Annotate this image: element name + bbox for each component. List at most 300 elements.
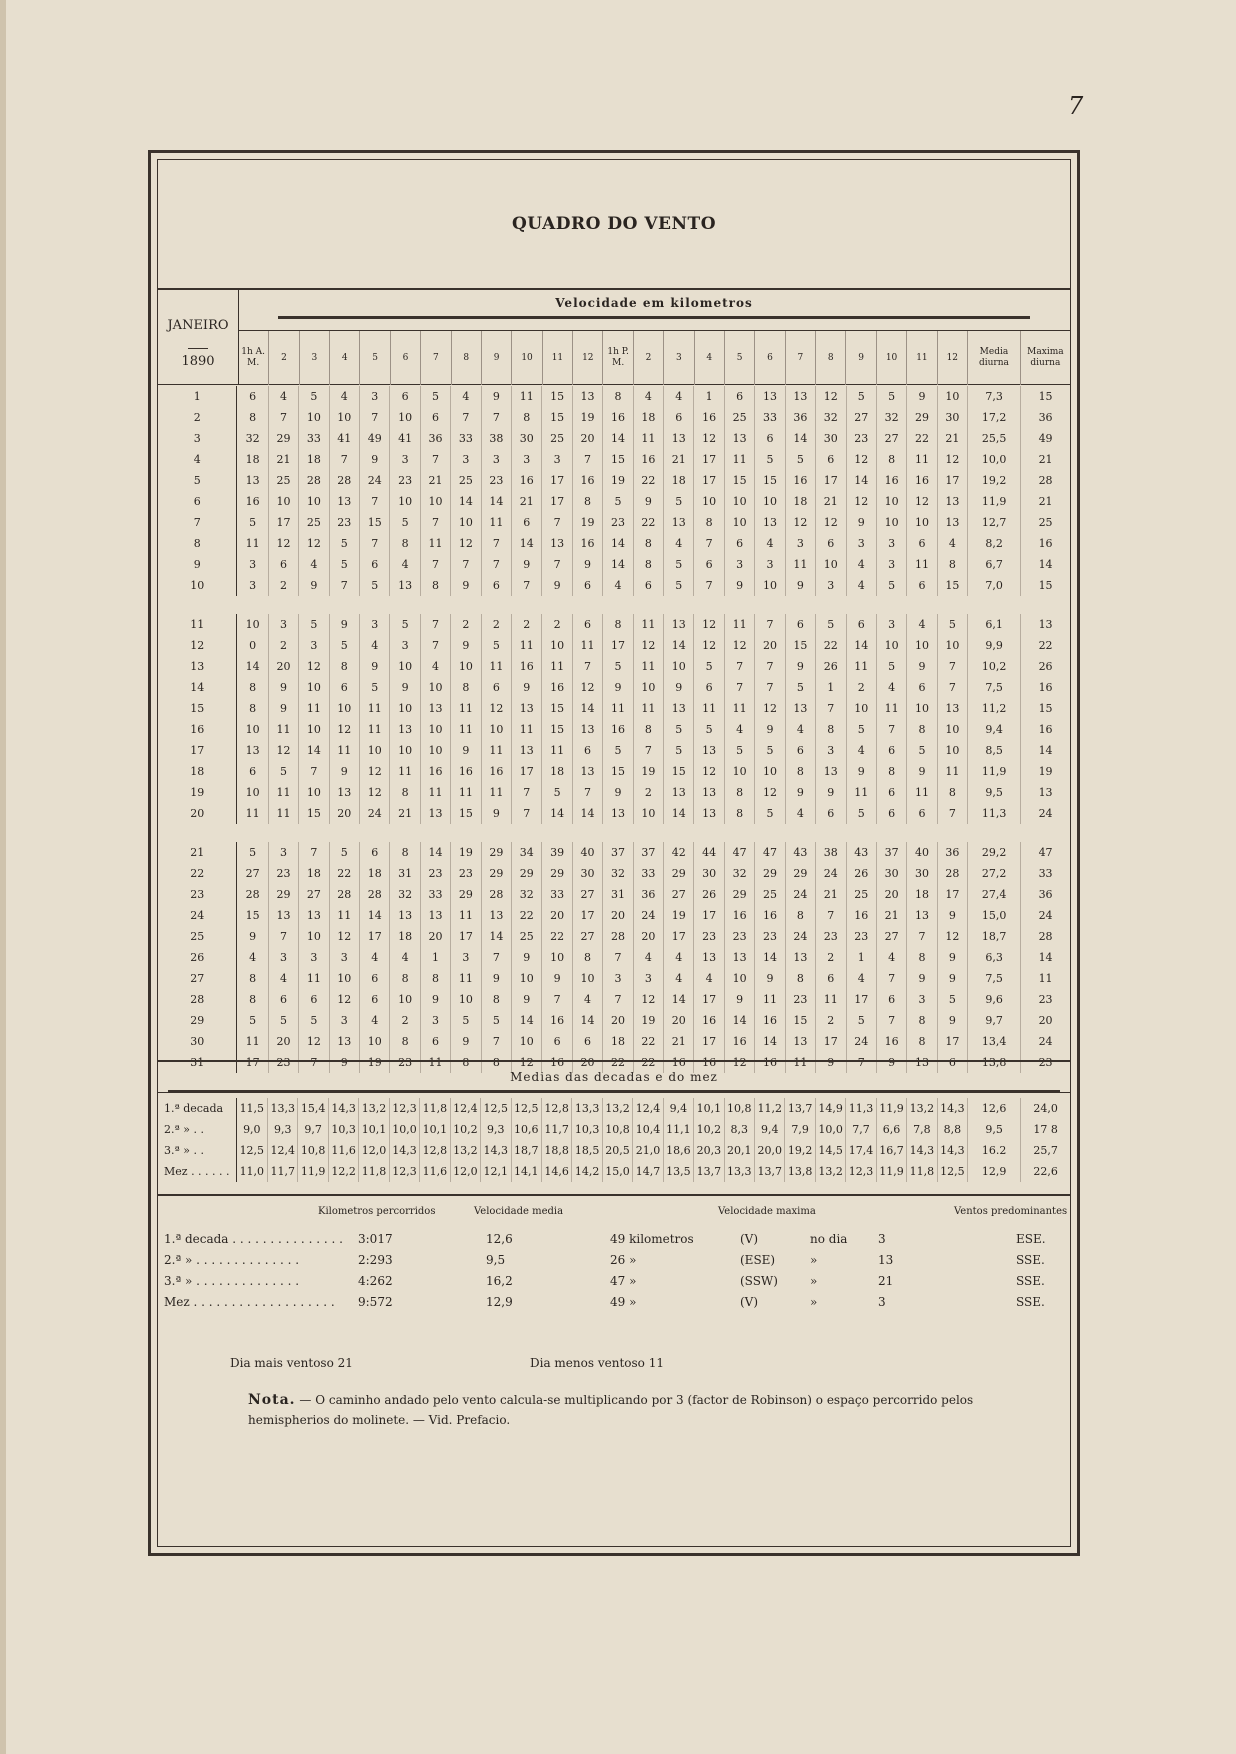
value-cell: 11 — [360, 698, 390, 719]
value-cell: 2 — [390, 1010, 420, 1031]
day-cell: 9 — [158, 554, 237, 575]
value-cell: 5 — [786, 449, 816, 470]
value-cell: 7 — [847, 1052, 877, 1073]
value-cell: 7 — [907, 926, 937, 947]
value-cell: 12 — [816, 512, 846, 533]
value-cell: 28 — [1038, 930, 1053, 943]
value-cell: 10 — [907, 635, 937, 656]
page-title: QUADRO DO VENTO — [511, 214, 716, 234]
decade-value-cell: 12,9 — [968, 1161, 1021, 1182]
decade-value-cell: 13,7 — [785, 1098, 815, 1119]
value-cell: 4 — [664, 386, 694, 407]
table-row — [158, 884, 1070, 905]
value-cell: 47 — [725, 842, 755, 863]
decade-value-cell: 25,7 — [1033, 1144, 1058, 1157]
value-cell: 9 — [451, 1031, 481, 1052]
value-cell: 19 — [603, 470, 633, 491]
value-cell: 20 — [421, 926, 451, 947]
value-cell: 5 — [877, 575, 907, 596]
value-cell: 22 — [603, 1052, 633, 1073]
decade-value-cell: 12,3 — [846, 1161, 876, 1182]
value-cell: 32 — [237, 428, 268, 449]
value-cell: 8 — [907, 1031, 937, 1052]
value-cell: 14 — [664, 635, 694, 656]
value-cell: 15 — [1038, 579, 1053, 592]
hour-header: 1h P. M. — [603, 331, 633, 385]
value-cell: 16 — [573, 533, 603, 554]
value-cell: 10 — [299, 491, 329, 512]
value-cell: 11 — [482, 782, 512, 803]
value-cell: 10 — [299, 407, 329, 428]
value-cell: 12 — [755, 782, 785, 803]
value-cell: 5 — [237, 512, 268, 533]
value-cell: 11 — [512, 635, 542, 656]
value-cell: 7 — [299, 1052, 329, 1073]
value-cell: 10 — [877, 491, 907, 512]
value-cell: 29 — [451, 884, 481, 905]
value-cell: 29 — [755, 863, 785, 884]
value-cell: 16 — [755, 905, 785, 926]
value-cell: 31 — [603, 884, 633, 905]
value-cell: 7 — [512, 803, 542, 824]
value-cell: 15 — [755, 470, 785, 491]
value-cell: 6 — [269, 554, 299, 575]
value-cell: 11,2 — [968, 698, 1021, 719]
value-cell: 17 — [694, 470, 724, 491]
decade-value-cell: 14,7 — [633, 1161, 663, 1182]
value-cell: 11 — [1038, 972, 1053, 985]
value-cell: 3 — [299, 947, 329, 968]
value-cell: 8 — [451, 677, 481, 698]
value-cell: 13 — [755, 386, 785, 407]
value-cell: 16 — [755, 1052, 785, 1073]
value-cell: 16 — [664, 1052, 694, 1073]
value-cell: 6 — [816, 968, 846, 989]
decade-gap — [158, 824, 1070, 842]
decade-value-cell: 14,3 — [329, 1098, 359, 1119]
value-cell: 11 — [451, 782, 481, 803]
value-cell: 4 — [634, 386, 664, 407]
value-cell: 4 — [299, 554, 329, 575]
value-cell: 13 — [573, 719, 603, 740]
value-cell: 3 — [877, 554, 907, 575]
decade-value-cell: 9,3 — [268, 1119, 298, 1140]
table-row — [158, 386, 1070, 407]
decade-value-cell: 22,6 — [1033, 1165, 1058, 1178]
value-cell: 9 — [542, 575, 572, 596]
velocity-header: Velocidade em kilometros — [555, 296, 753, 310]
value-cell: 10 — [694, 491, 724, 512]
decade-value-cell: 14,3 — [938, 1098, 968, 1119]
value-cell: 10 — [634, 677, 664, 698]
hour-header: 3 — [300, 331, 330, 385]
value-cell: 10 — [390, 491, 420, 512]
value-cell: 9 — [755, 719, 785, 740]
value-cell: 5 — [451, 1010, 481, 1031]
hour-header: 8 — [452, 331, 482, 385]
value-cell: 6 — [725, 533, 755, 554]
value-cell: 6 — [299, 989, 329, 1010]
value-cell: 9 — [360, 656, 390, 677]
value-cell: 6 — [390, 386, 420, 407]
value-cell: 42 — [664, 842, 694, 863]
day-cell: 15 — [158, 698, 237, 719]
value-cell: 2 — [482, 614, 512, 635]
value-cell: 17 — [694, 449, 724, 470]
value-cell: 33 — [299, 428, 329, 449]
value-cell: 6 — [512, 512, 542, 533]
value-cell: 3 — [603, 968, 633, 989]
value-cell: 11 — [512, 719, 542, 740]
value-cell: 12 — [299, 1031, 329, 1052]
value-cell: 20 — [755, 635, 785, 656]
value-cell: 27 — [877, 428, 907, 449]
value-cell: 6 — [360, 989, 390, 1010]
value-cell: 5 — [877, 656, 907, 677]
value-cell: 10 — [237, 614, 268, 635]
value-cell: 5 — [603, 740, 633, 761]
value-cell: 13 — [816, 761, 846, 782]
value-cell: 3 — [755, 554, 785, 575]
value-cell: 9 — [725, 989, 755, 1010]
value-cell: 9 — [816, 782, 846, 803]
value-cell: 8 — [390, 782, 420, 803]
value-cell: 7 — [421, 449, 451, 470]
value-cell: 32 — [725, 863, 755, 884]
value-cell: 11 — [786, 1052, 816, 1073]
value-cell: 9 — [938, 947, 968, 968]
value-cell: 13 — [269, 905, 299, 926]
decade-value-cell: 10,3 — [572, 1119, 602, 1140]
value-cell: 8 — [482, 989, 512, 1010]
value-cell: 6 — [237, 761, 268, 782]
value-cell: 6 — [725, 386, 755, 407]
value-cell: 14 — [512, 533, 542, 554]
hour-header: 5 — [725, 331, 755, 385]
value-cell: 28 — [299, 470, 329, 491]
value-cell: 9 — [907, 761, 937, 782]
value-cell: 15 — [299, 803, 329, 824]
value-cell: 29 — [269, 884, 299, 905]
nota-label: Nota. — [248, 1392, 296, 1408]
decade-value-cell: 21,0 — [633, 1140, 663, 1161]
value-cell: 8 — [512, 407, 542, 428]
value-cell: 13 — [664, 698, 694, 719]
value-cell: 7 — [725, 656, 755, 677]
value-cell: 10 — [938, 386, 968, 407]
value-cell: 28 — [330, 470, 360, 491]
summary-vento: SSE. — [1016, 1253, 1045, 1267]
value-cell: 10 — [299, 926, 329, 947]
value-cell: 6 — [542, 1031, 572, 1052]
value-cell: 12 — [694, 614, 724, 635]
value-cell: 20 — [573, 1052, 603, 1073]
value-cell: 7 — [512, 782, 542, 803]
value-cell: 8 — [237, 989, 268, 1010]
value-cell: 18 — [237, 449, 268, 470]
value-cell: 8 — [634, 554, 664, 575]
value-cell: 13 — [786, 698, 816, 719]
value-cell: 24 — [1038, 909, 1053, 922]
day-cell: 3 — [158, 428, 237, 449]
medias-header: Medias das decadas e do mez — [510, 1070, 718, 1084]
value-cell: 13 — [330, 1031, 360, 1052]
value-cell: 12 — [694, 761, 724, 782]
vel-header: Velocidade media — [474, 1206, 564, 1217]
decade-value-cell: 20,5 — [603, 1140, 633, 1161]
value-cell: 23 — [755, 926, 785, 947]
value-cell: 20 — [330, 803, 360, 824]
value-cell: 10 — [330, 407, 360, 428]
value-cell: 10 — [390, 989, 420, 1010]
value-cell: 13 — [237, 470, 268, 491]
decade-value-cell: 11,1 — [664, 1119, 694, 1140]
value-cell: 4 — [907, 614, 937, 635]
value-cell: 8 — [725, 803, 755, 824]
value-cell: 9,4 — [968, 719, 1021, 740]
value-cell: 11 — [269, 803, 299, 824]
value-cell: 17 — [816, 470, 846, 491]
value-cell: 10 — [877, 635, 907, 656]
value-cell: 9 — [573, 554, 603, 575]
value-cell: 10 — [725, 512, 755, 533]
value-cell: 22 — [634, 470, 664, 491]
value-cell: 12 — [269, 533, 299, 554]
value-cell: 7 — [421, 512, 451, 533]
value-cell: 3 — [390, 449, 420, 470]
summary-row — [158, 1253, 1070, 1274]
value-cell: 7 — [603, 989, 633, 1010]
value-cell: 25 — [725, 407, 755, 428]
value-cell: 8 — [390, 533, 420, 554]
value-cell: 5 — [816, 614, 846, 635]
value-cell: 4 — [664, 968, 694, 989]
value-cell: 4 — [877, 947, 907, 968]
value-cell: 4 — [847, 968, 877, 989]
decade-value-cell: 20,3 — [694, 1140, 724, 1161]
value-cell: 12 — [847, 449, 877, 470]
decade-value-cell: 12,5 — [512, 1098, 542, 1119]
value-cell: 11,3 — [968, 803, 1021, 824]
value-cell: 28 — [330, 884, 360, 905]
value-cell: 18 — [664, 470, 694, 491]
value-cell: 16 — [847, 905, 877, 926]
hour-header: 8 — [816, 331, 846, 385]
value-cell: 13 — [542, 533, 572, 554]
value-cell: 7 — [938, 677, 968, 698]
decade-value-cell: 6,6 — [877, 1119, 907, 1140]
value-cell: 11 — [877, 698, 907, 719]
summary-label: 2.ª » . . . . . . . . . . . . . . — [164, 1253, 300, 1267]
value-cell: 13 — [390, 575, 420, 596]
value-cell: 9 — [786, 782, 816, 803]
value-cell: 33 — [1038, 867, 1053, 880]
value-cell: 21 — [816, 491, 846, 512]
value-cell: 20 — [603, 1010, 633, 1031]
value-cell: 16 — [725, 1031, 755, 1052]
value-cell: 10 — [907, 698, 937, 719]
value-cell: 41 — [330, 428, 360, 449]
value-cell: 5 — [847, 719, 877, 740]
summary-max: 49 kilometros — [610, 1232, 694, 1246]
decade-value-cell: 18,6 — [664, 1140, 694, 1161]
max-header: Velocidade maxima — [718, 1206, 816, 1217]
value-cell: 7 — [512, 575, 542, 596]
decade-value-cell: 12,4 — [633, 1098, 663, 1119]
value-cell: 16 — [786, 470, 816, 491]
decade-gap — [158, 596, 1070, 614]
value-cell: 6 — [421, 1031, 451, 1052]
value-cell: 27 — [847, 407, 877, 428]
value-cell: 8 — [421, 575, 451, 596]
decade-value-cell: 13,7 — [694, 1161, 724, 1182]
value-cell: 3 — [816, 740, 846, 761]
value-cell: 7 — [542, 512, 572, 533]
value-cell: 17 — [603, 635, 633, 656]
value-cell: 5 — [269, 761, 299, 782]
value-cell: 25 — [451, 470, 481, 491]
value-cell: 15 — [1038, 702, 1053, 715]
value-cell: 27 — [299, 884, 329, 905]
value-cell: 11 — [755, 989, 785, 1010]
value-cell: 6,3 — [968, 947, 1021, 968]
decade-value-cell: 24,0 — [1033, 1102, 1058, 1115]
value-cell: 43 — [847, 842, 877, 863]
value-cell: 1 — [694, 386, 724, 407]
value-cell: 8 — [390, 968, 420, 989]
day-cell: 1 — [158, 386, 237, 407]
value-cell: 6 — [938, 1052, 968, 1073]
value-cell: 11 — [542, 656, 572, 677]
day-cell: 14 — [158, 677, 237, 698]
value-cell: 10 — [907, 512, 937, 533]
value-cell: 4 — [451, 386, 481, 407]
value-cell: 6 — [694, 554, 724, 575]
value-cell: 9 — [542, 968, 572, 989]
summary-vel: 12,9 — [486, 1295, 513, 1309]
value-cell: 28 — [237, 884, 268, 905]
value-cell: 32 — [877, 407, 907, 428]
value-cell: 5 — [664, 740, 694, 761]
decade-row — [158, 1098, 1070, 1119]
value-cell: 12 — [330, 989, 360, 1010]
value-cell: 21 — [816, 884, 846, 905]
value-cell: 22 — [634, 1031, 664, 1052]
day-cell: 24 — [158, 905, 237, 926]
value-cell: 14 — [573, 698, 603, 719]
decade-value-cell: 13,2 — [359, 1098, 389, 1119]
value-cell: 11 — [451, 719, 481, 740]
value-cell: 26 — [1038, 660, 1053, 673]
value-cell: 6 — [877, 782, 907, 803]
table-row — [158, 782, 1070, 803]
value-cell: 27 — [237, 863, 268, 884]
value-cell: 13 — [482, 905, 512, 926]
summary-dir: (ESE) — [740, 1253, 776, 1267]
decade-value-cell: 11,8 — [359, 1161, 389, 1182]
value-cell: 13 — [786, 1031, 816, 1052]
value-cell: 19 — [664, 905, 694, 926]
value-cell: 4 — [847, 740, 877, 761]
value-cell: 6 — [877, 989, 907, 1010]
value-cell: 9 — [330, 614, 360, 635]
value-cell: 3 — [360, 614, 390, 635]
table-row — [158, 989, 1070, 1010]
value-cell: 10 — [421, 740, 451, 761]
decade-value-cell: 12,2 — [329, 1161, 359, 1182]
value-cell: 19 — [573, 512, 603, 533]
value-cell: 30 — [907, 863, 937, 884]
value-cell: 23 — [390, 1052, 420, 1073]
value-cell: 9,7 — [968, 1010, 1021, 1031]
value-cell: 9 — [330, 761, 360, 782]
value-cell: 11 — [451, 905, 481, 926]
value-cell: 9 — [421, 989, 451, 1010]
value-cell: 12,7 — [968, 512, 1021, 533]
value-cell: 40 — [573, 842, 603, 863]
value-cell: 7 — [938, 803, 968, 824]
value-cell: 8 — [237, 677, 268, 698]
value-cell: 16 — [603, 407, 633, 428]
value-cell: 3 — [725, 554, 755, 575]
value-cell: 12 — [847, 491, 877, 512]
value-cell: 27,2 — [968, 863, 1021, 884]
value-cell: 7 — [360, 491, 390, 512]
value-cell: 7 — [573, 656, 603, 677]
value-cell: 5 — [542, 782, 572, 803]
value-cell: 7 — [542, 989, 572, 1010]
value-cell: 2 — [451, 614, 481, 635]
value-cell: 11 — [299, 968, 329, 989]
summary-vel: 9,5 — [486, 1253, 506, 1267]
decade-value-cell: 11,9 — [877, 1161, 907, 1182]
value-cell: 12 — [299, 656, 329, 677]
value-cell: 4 — [664, 533, 694, 554]
value-cell: 23 — [725, 926, 755, 947]
value-cell: 10 — [299, 719, 329, 740]
summary-dia-label: » — [810, 1295, 818, 1309]
value-cell: 33 — [451, 428, 481, 449]
value-cell: 24 — [847, 1031, 877, 1052]
day-cell: 13 — [158, 656, 237, 677]
value-cell: 15 — [1038, 390, 1053, 403]
value-cell: 5 — [907, 740, 937, 761]
value-cell: 12 — [269, 740, 299, 761]
value-cell: 13 — [938, 491, 968, 512]
hour-header: 3 — [664, 331, 694, 385]
value-cell: 13 — [390, 719, 420, 740]
decade-value-cell: 10,8 — [725, 1098, 755, 1119]
value-cell: 11 — [421, 1052, 451, 1073]
value-cell: 9 — [330, 1052, 360, 1073]
value-cell: 9 — [755, 968, 785, 989]
value-cell: 5 — [694, 719, 724, 740]
value-cell: 10 — [451, 989, 481, 1010]
daily-table — [158, 386, 1070, 1073]
value-cell: 7 — [725, 677, 755, 698]
hour-header: 6 — [391, 331, 421, 385]
value-cell: 18 — [360, 863, 390, 884]
value-cell: 25 — [512, 926, 542, 947]
value-cell: 9 — [877, 1052, 907, 1073]
hour-header: 11 — [907, 331, 937, 385]
value-cell: 3 — [634, 968, 664, 989]
value-cell: 4 — [847, 575, 877, 596]
value-cell: 8 — [330, 656, 360, 677]
value-cell: 13 — [421, 905, 451, 926]
value-cell: 9 — [299, 575, 329, 596]
value-cell: 7 — [421, 554, 451, 575]
